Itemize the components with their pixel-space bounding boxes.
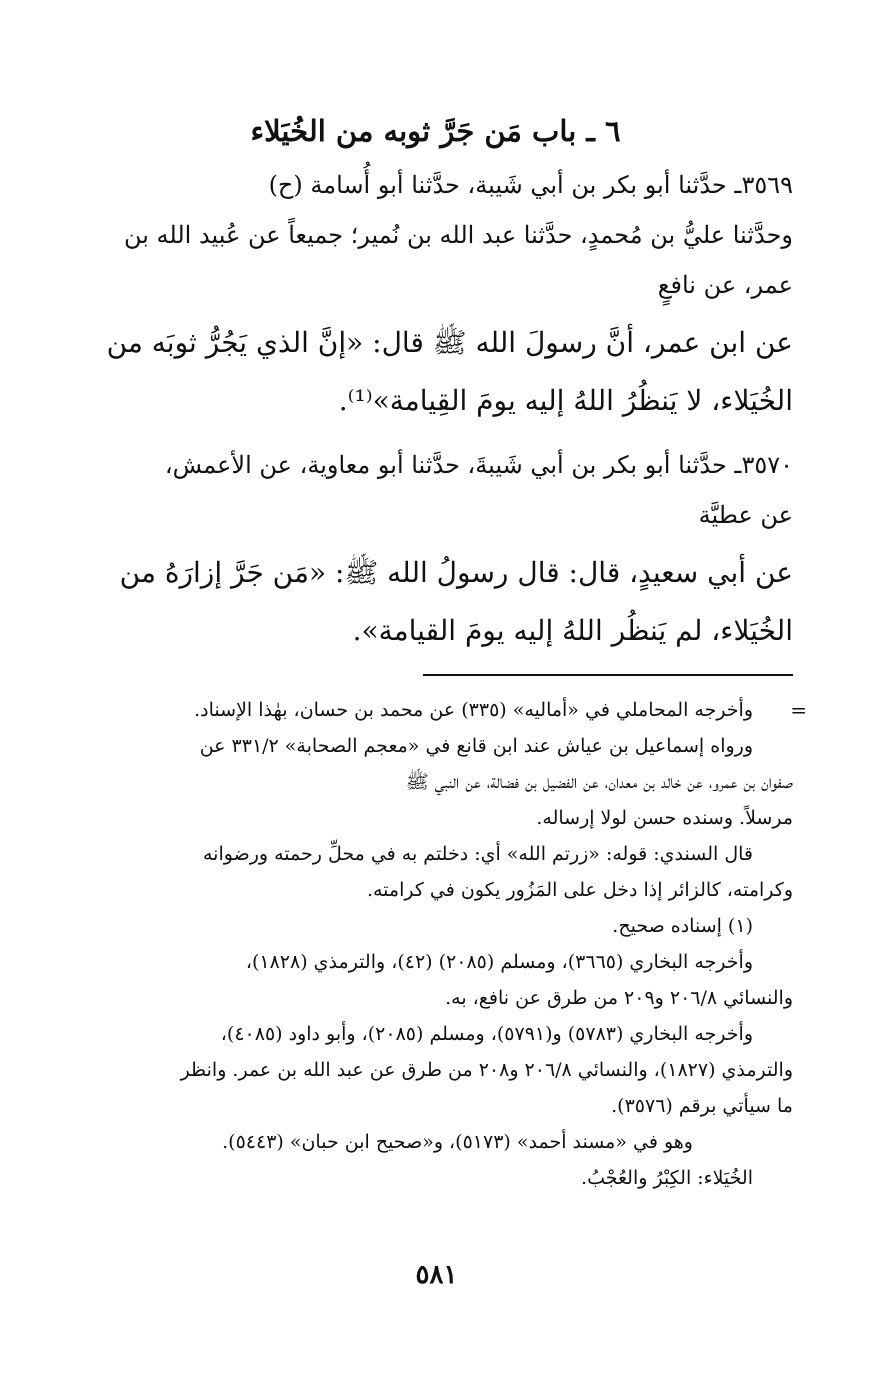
hadith-3569-matn — [78, 314, 793, 430]
hadith-3570-matn — [78, 544, 793, 660]
footnote-paragraph — [78, 1016, 793, 1124]
text-line: الخُيَلاء: الكِبْرُ والعُجْبُ. — [581, 1167, 753, 1189]
text-line: عن ابن عمر، أنَّ رسولَ الله ﷺ قال: «إنَّ الذي يَجُرُّ ثوبَه من — [106, 326, 793, 359]
text-line: الخُيَلاء، لم يَنظُر اللهُ إليه يومَ القيامة». — [352, 614, 793, 647]
footnote-paragraph — [78, 1124, 793, 1160]
text-line: والنسائي ٢٠٦/٨ و٢٠٩ من طرق عن نافع، به. — [445, 987, 793, 1009]
text-line: وأخرجه المحاملي في «أماليه» (٣٣٥) عن محمد بن حسان، بهٰذا الإسناد. — [194, 699, 753, 721]
footnote-paragraph — [78, 692, 793, 728]
text-line: ما سيأتي برقم (٣٥٧٦). — [611, 1095, 793, 1117]
text-line: وأخرجه البخاري (٣٦٦٥)، ومسلم (٢٠٨٥) (٤٢)، والترمذي (١٨٢٨)، — [245, 951, 753, 973]
text-line: ورواه إسماعيل بن عياش عند ابن قانع في «معجم الصحابة» ٣٣١/٢ عن — [199, 735, 753, 757]
text-line: ٣٥٦٩ـ حدَّثنا أبو بكر بن أبي شَيبة، حدَّثنا أبو أُسامة (ح) — [268, 171, 793, 199]
chapter-title: ٦ ـ باب مَن جَرَّ ثوبه من الخُيَلاء — [250, 114, 621, 148]
text-line: وهو في «مسند أحمد» (٥١٧٣)، و«صحيح ابن حبان» (٥٤٤٣). — [222, 1131, 693, 1153]
footnote-paragraph — [78, 728, 793, 836]
text-line: صفوان بن عمرو، عن خالد بن معدان، عن الفضيل بن فضالة، عن النبي ﷺ — [405, 771, 793, 793]
footnotes — [78, 692, 807, 1196]
hadith-3570-isnad — [78, 440, 793, 540]
text-line: والترمذي (١٨٢٧)، والنسائي ٢٠٦/٨ و٢٠٨ من طرق عن عبد الله بن عمر. وانظر — [180, 1059, 793, 1081]
footnote-1 — [78, 908, 793, 944]
text-line: عمر، عن نافعٍ — [657, 271, 793, 299]
text-line: وكرامته، كالزائر إذا دخل على المَزُور يكون في كرامته. — [366, 879, 793, 901]
footnote-paragraph — [78, 1160, 793, 1196]
text-line: وأخرجه البخاري (٥٧٨٣) و(٥٧٩١)، ومسلم (٢٠٨٥)، وأبو داود (٤٠٨٥)، — [220, 1023, 753, 1045]
text-line: الخُيَلاء، لا يَنظُرُ اللهُ إليه يومَ القِيامة»⁽¹⁾. — [338, 384, 793, 417]
hadith-3569-isnad — [78, 160, 793, 310]
text-line: وحدَّثنا عليُّ بن مُحمدٍ، حدَّثنا عبد الله بن نُمير؛ جميعاً عن عُبيد الله بن — [123, 221, 793, 249]
text-line: مرسلاً. وسنده حسن لولا إرساله. — [536, 807, 793, 829]
text-line: عن عطيَّة — [698, 501, 793, 529]
footnote-paragraph — [78, 836, 793, 908]
text-line: قال السندي: قوله: «زرتم الله» أي: دخلتم به في محلِّ رحمته ورضوانه — [203, 843, 753, 865]
footnote-paragraph — [78, 944, 793, 1016]
page-number: ٥٨١ — [415, 1260, 458, 1290]
continuation-mark: = — [790, 698, 807, 722]
main-text — [78, 108, 793, 660]
text-line: ٣٥٧٠ـ حدَّثنا أبو بكر بن أبي شَيبةَ، حدَّثنا أبو معاوية، عن الأعمش، — [164, 451, 793, 479]
footnote-divider — [423, 674, 793, 676]
text-line: (١) إسناده صحيح. — [612, 915, 753, 937]
text-line: عن أبي سعيدٍ، قال: قال رسولُ الله ﷺ: «مَن جَرَّ إزارَهُ من — [119, 556, 793, 589]
